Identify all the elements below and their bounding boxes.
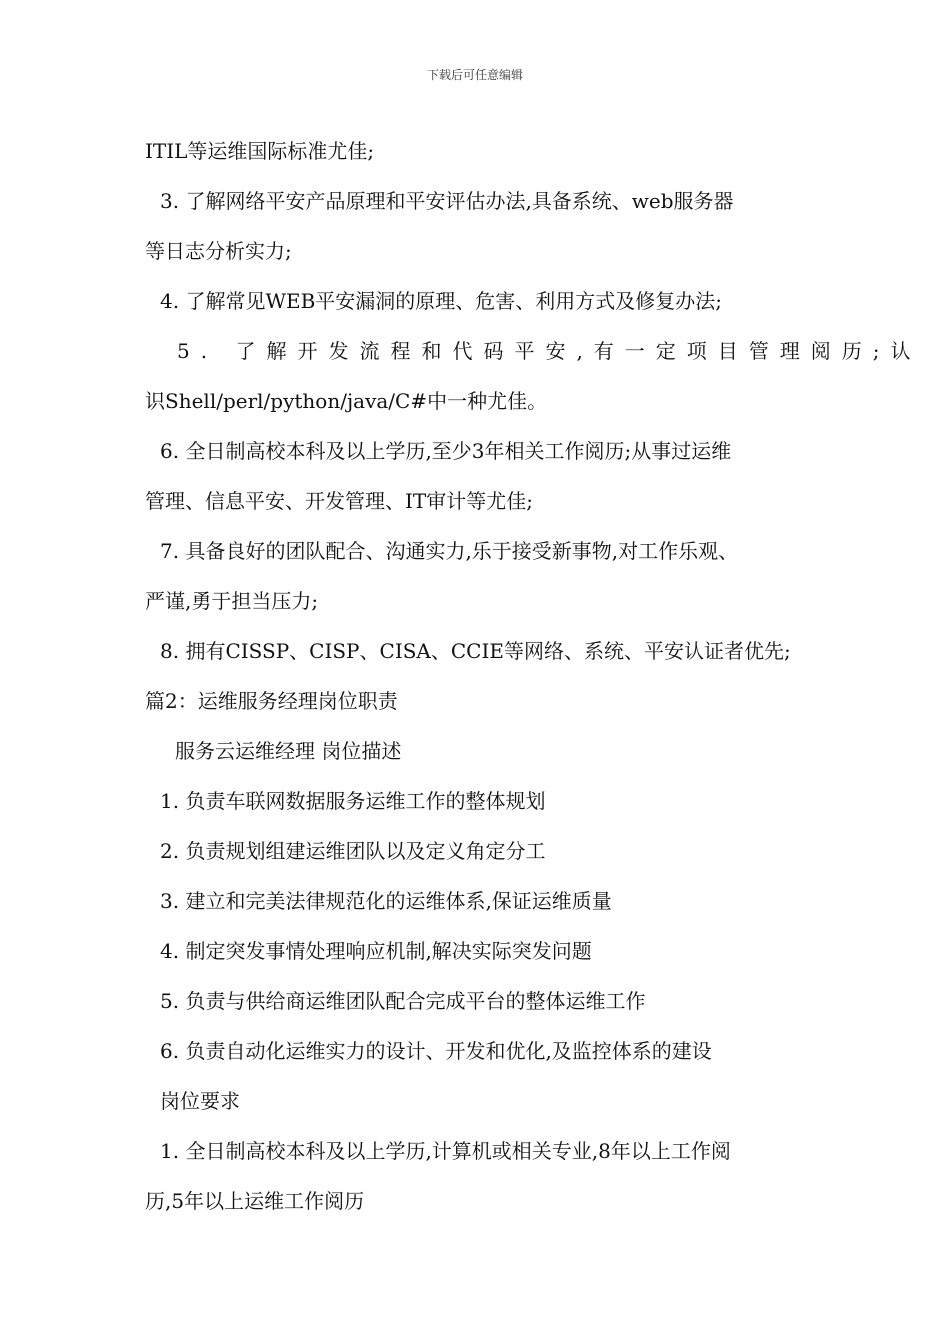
page-header: 下载后可任意编辑 (426, 68, 523, 82)
text-line: 识Shell/perl/python/java/C#中一种尤佳。 (145, 389, 548, 413)
text-line: 等日志分析实力; (145, 239, 292, 263)
text-line: ITIL等运维国际标准尤佳; (145, 139, 375, 163)
text-line: 管理、信息平安、开发管理、IT审计等尤佳; (145, 489, 533, 513)
document-body (145, 126, 922, 1226)
text-line: 6. 全日制高校本科及以上学历,至少3年相关工作阅历;从事过运维 (160, 439, 732, 463)
subsection-heading: 服务云运维经理 岗位描述 (175, 739, 402, 763)
section-heading: 篇2：运维服务经理岗位职责 (145, 689, 398, 713)
list-item: 2. 负责规划组建运维团队以及定义角定分工 (160, 839, 546, 863)
subsection-heading: 岗位要求 (160, 1089, 240, 1113)
text-line: 历,5年以上运维工作阅历 (145, 1189, 365, 1213)
list-item: 1. 负责车联网数据服务运维工作的整体规划 (160, 789, 546, 813)
list-item: 4. 制定突发事情处理响应机制,解决实际突发问题 (160, 939, 592, 963)
list-item: 3. 建立和完美法律规范化的运维体系,保证运维质量 (160, 889, 612, 913)
list-item: 5. 负责与供给商运维团队配合完成平台的整体运维工作 (160, 989, 646, 1013)
text-line: 7. 具备良好的团队配合、沟通实力,乐于接受新事物,对工作乐观、 (160, 539, 739, 563)
list-item: 1. 全日制高校本科及以上学历,计算机或相关专业,8年以上工作阅 (160, 1139, 731, 1163)
text-line: 5. 了解开发流程和代码平安,有一定项目管理阅历;认 (177, 339, 922, 363)
list-item: 6. 负责自动化运维实力的设计、开发和优化,及监控体系的建设 (160, 1039, 712, 1063)
text-line: 3. 了解网络平安产品原理和平安评估办法,具备系统、web服务器 (160, 189, 734, 213)
text-line: 8. 拥有CISSP、CISP、CISA、CCIE等网络、系统、平安认证者优先; (160, 639, 791, 663)
text-line: 严谨,勇于担当压力; (145, 589, 319, 613)
text-line: 4. 了解常见WEB平安漏洞的原理、危害、利用方式及修复办法; (160, 289, 723, 313)
